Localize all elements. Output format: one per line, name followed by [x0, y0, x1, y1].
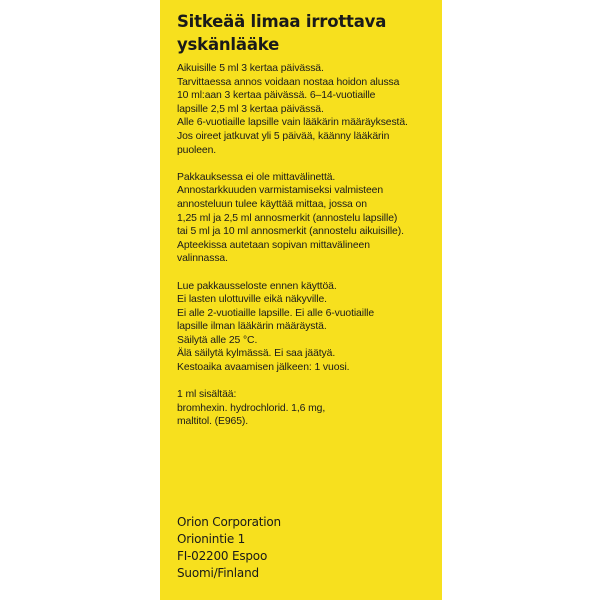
dosage-line: Aikuisille 5 ml 3 kertaa päivässä.	[177, 63, 324, 74]
measure-line: Pakkauksessa ei ole mittavälinettä.	[177, 171, 336, 183]
active-ingredients	[177, 388, 430, 429]
measure-line: Annostarkkuuden varmistamiseksi valmisteen	[177, 185, 384, 197]
warning-line: Ei lasten ulottuville eikä näkyville.	[177, 294, 327, 306]
manufacturer-address	[177, 514, 281, 582]
dosage-line: Jos oireet jatkuvat yli 5 päivää, käänny lääkärin	[177, 130, 390, 142]
dosage-instructions	[177, 62, 430, 157]
measure-line: annosteluun tulee käyttää mittaa, jossa on	[177, 198, 367, 210]
address-line: FI-02200 Espoo	[177, 549, 268, 563]
warning-line: Kestoaika avaamisen jälkeen: 1 vuosi.	[177, 362, 350, 374]
dosage-line: Tarvittaessa annos voidaan nostaa hoidon alussa	[177, 76, 400, 88]
product-title-line: Sitkeää limaa irrottava	[177, 12, 387, 31]
dosage-line: 10 ml:aan 3 kertaa päivässä. 6–14-vuotiaille	[177, 90, 376, 102]
ingredient-line: 1 ml sisältää:	[177, 389, 237, 401]
ingredient-line: bromhexin. hydrochlorid. 1,6 mg,	[177, 402, 326, 414]
address-line: Orion Corporation	[177, 515, 281, 529]
warning-line: Säilytä alle 25 °C.	[177, 334, 258, 346]
product-title-line: yskänlääke	[177, 35, 280, 54]
warning-line: Älä säilytä kylmässä. Ei saa jäätyä.	[177, 348, 336, 360]
measure-line: tai 5 ml ja 10 ml annosmerkit (annostelu aikuisille).	[177, 226, 404, 238]
address-line: Orionintie 1	[177, 532, 246, 546]
product-label-panel	[160, 0, 442, 600]
warning-line: Ei alle 2-vuotiaille lapsille. Ei alle 6-vuotiaille	[177, 307, 375, 319]
warning-line: Lue pakkausseloste ennen käyttöä.	[177, 280, 337, 292]
warnings-storage	[177, 280, 430, 375]
dosage-line: puoleen.	[177, 144, 217, 156]
measuring-device-note	[177, 171, 430, 266]
warning-line: lapsille ilman lääkärin määräystä.	[177, 321, 327, 333]
measure-line: 1,25 ml ja 2,5 ml annosmerkit (annostelu lapsille)	[177, 212, 398, 224]
dosage-line: Alle 6-vuotiaille lapsille vain lääkärin määräyksestä.	[177, 117, 408, 129]
dosage-line: lapsille 2,5 ml 3 kertaa päivässä.	[177, 103, 324, 115]
measure-line: Apteekissa autetaan sopivan mittavälineen	[177, 239, 370, 251]
product-title	[177, 10, 430, 56]
measure-line: valinnassa.	[177, 253, 228, 265]
address-line: Suomi/Finland	[177, 566, 259, 580]
ingredient-line: maltitol. (E965).	[177, 416, 249, 428]
